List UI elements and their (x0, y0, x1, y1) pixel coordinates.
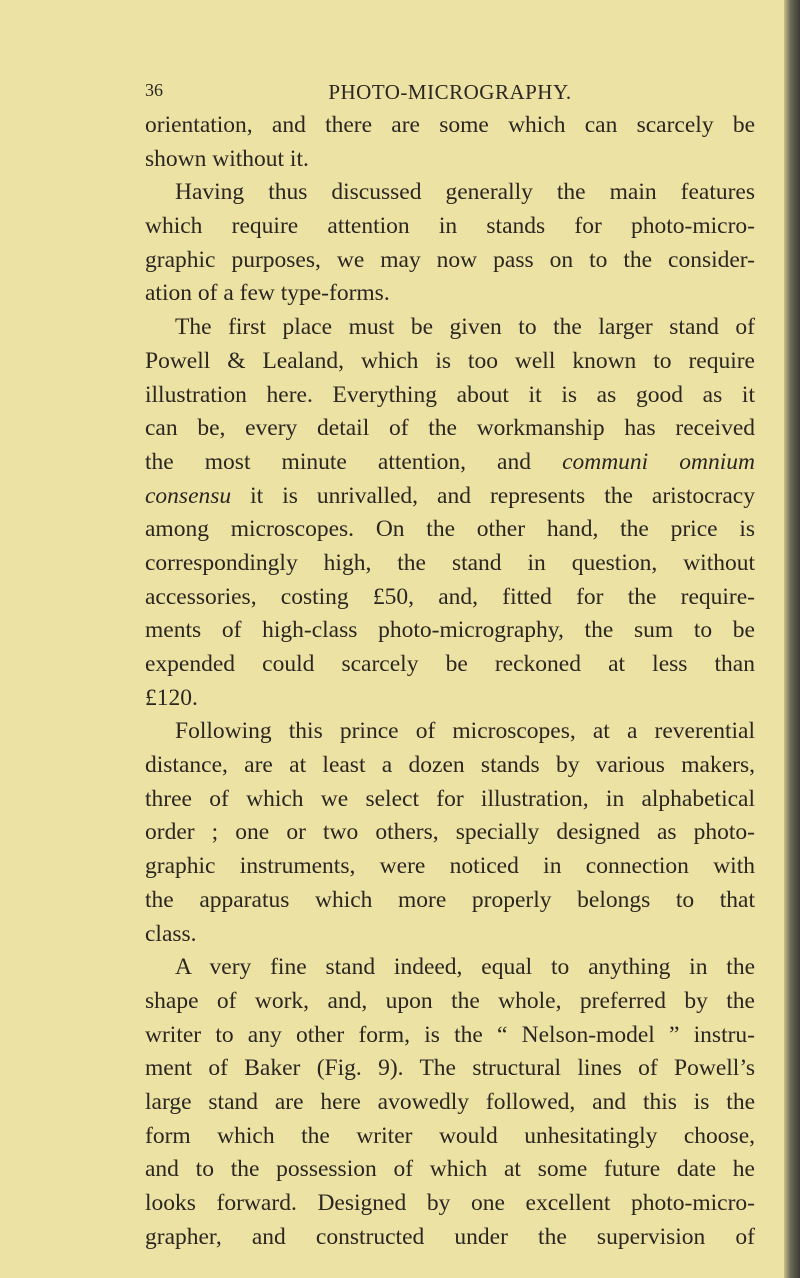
text-line-content (145, 850, 755, 884)
text-line (145, 244, 755, 278)
text-line-content (145, 109, 755, 143)
page-edge-shadow (784, 0, 800, 1278)
text-line-content (175, 951, 755, 985)
text-line (145, 1187, 755, 1221)
text-line (145, 1153, 755, 1187)
text-line-content (145, 682, 755, 716)
text-line-content (145, 1120, 755, 1154)
text-run: the most minute attention, and (145, 448, 563, 475)
text-run: it is unrivalled, and represents the aristocracy (231, 482, 755, 509)
text-line-content (145, 244, 755, 278)
text-run: order ; one or two others, specially designed as photo- (145, 819, 755, 846)
text-line-content (145, 1086, 755, 1120)
text-run: form which the writer would unhesitatingly choose, (145, 1122, 755, 1149)
text-run: looks forward. Designed by one excellent photo-micro- (145, 1190, 755, 1216)
italic-phrase: consensu (145, 482, 232, 509)
page-number: 36 (145, 80, 163, 100)
text-run: Having thus discussed generally the main features (175, 179, 755, 206)
text-run: A very fine stand indeed, equal to anything in the (175, 954, 755, 981)
text-line (145, 884, 755, 918)
text-line (145, 311, 755, 345)
text-run: graphic purposes, we may now pass on to the consider- (145, 246, 755, 273)
text-line-content (145, 412, 755, 446)
text-line-content (145, 1153, 755, 1187)
text-line (145, 1120, 755, 1154)
text-line-content (145, 1221, 755, 1255)
text-line (145, 513, 755, 547)
text-line-content (145, 345, 755, 379)
text-run: ation of a few type-forms. (145, 280, 390, 307)
text-line-content (175, 176, 755, 210)
text-line (145, 918, 755, 952)
text-run: three of which we select for illustration, in alphabetical (145, 785, 755, 812)
text-line (145, 277, 755, 311)
text-run: £120. (145, 684, 198, 711)
text-line-content (145, 816, 755, 850)
text-line-content (145, 749, 755, 783)
text-line-content (145, 985, 755, 1019)
text-line (145, 951, 755, 985)
text-line (145, 682, 755, 716)
text-line-content (145, 480, 755, 514)
text-line-content (145, 783, 755, 817)
text-line (145, 480, 755, 514)
text-run: Powell & Lealand, which is too well known to require (145, 347, 755, 374)
text-line (145, 1221, 755, 1255)
text-run: large stand are here avowedly followed, and this is the (145, 1088, 755, 1115)
text-run: ment of Baker (Fig. 9). The structural lines of Powell’s (145, 1055, 755, 1082)
text-line-content (145, 884, 755, 918)
text-run: graphic instruments, were noticed in connection with (145, 853, 755, 880)
text-line (145, 176, 755, 210)
text-line-content (145, 918, 755, 952)
text-line (145, 210, 755, 244)
text-run: distance, are at least a dozen stands by various makers, (145, 752, 755, 779)
text-line-content (145, 1019, 755, 1053)
text-run: can be, every detail of the workmanship has received (145, 415, 755, 442)
text-run: which require attention in stands for photo-micro- (145, 213, 755, 240)
text-line-content (145, 581, 755, 615)
text-line (145, 715, 755, 749)
text-line (145, 143, 755, 177)
running-header (145, 80, 755, 110)
text-line (145, 985, 755, 1019)
text-line (145, 345, 755, 379)
text-line (145, 547, 755, 581)
text-line (145, 850, 755, 884)
text-line (145, 1019, 755, 1053)
body-text (145, 109, 755, 1254)
text-line (145, 614, 755, 648)
text-line (145, 581, 755, 615)
text-run: and to the possession of which at some future date he (145, 1156, 755, 1183)
text-line-content (145, 648, 755, 682)
text-run: Following this prince of microscopes, at a reverential (175, 718, 755, 745)
text-line (145, 1052, 755, 1086)
text-run: among microscopes. On the other hand, the price is (145, 516, 755, 543)
text-run: illustration here. Everything about it is as good as it (145, 381, 755, 408)
text-run: writer to any other form, is the “ Nelson-model ” instru- (145, 1021, 755, 1048)
text-line-content (145, 513, 755, 547)
text-line (145, 648, 755, 682)
text-line (145, 1086, 755, 1120)
text-run: shown without it. (145, 145, 309, 172)
text-line (145, 749, 755, 783)
text-line-content (145, 1052, 755, 1086)
text-line-content (145, 614, 755, 648)
text-line (145, 412, 755, 446)
text-line-content (145, 1187, 755, 1221)
text-line-content (145, 210, 755, 244)
text-run: the apparatus which more properly belongs to that (145, 886, 755, 913)
text-line-content (145, 446, 755, 480)
text-line-content (145, 143, 755, 177)
text-line (145, 109, 755, 143)
text-line (145, 816, 755, 850)
text-line (145, 379, 755, 413)
text-run: accessories, costing £50, and, fitted for the require- (145, 583, 755, 610)
text-line-content (175, 311, 755, 345)
text-run: grapher, and constructed under the supervision of (145, 1223, 755, 1250)
text-run: correspondingly high, the stand in question, without (145, 549, 755, 576)
text-line-content (145, 277, 755, 311)
text-run: shape of work, and, upon the whole, preferred by the (145, 987, 755, 1014)
text-line-content (145, 379, 755, 413)
text-run: The first place must be given to the larger stand of (175, 314, 755, 341)
running-title: PHOTO-MICROGRAPHY. (328, 80, 572, 104)
text-run: expended could scarcely be reckoned at less than (145, 651, 755, 677)
text-run: ments of high-class photo-micrography, the sum to be (145, 617, 755, 644)
text-line-content (145, 547, 755, 581)
text-run: orientation, and there are some which can scarcely be (145, 112, 755, 138)
italic-phrase: communi omnium (562, 448, 756, 475)
text-run: class. (145, 920, 197, 947)
text-line (145, 446, 755, 480)
text-line-content (175, 715, 755, 749)
text-line (145, 783, 755, 817)
